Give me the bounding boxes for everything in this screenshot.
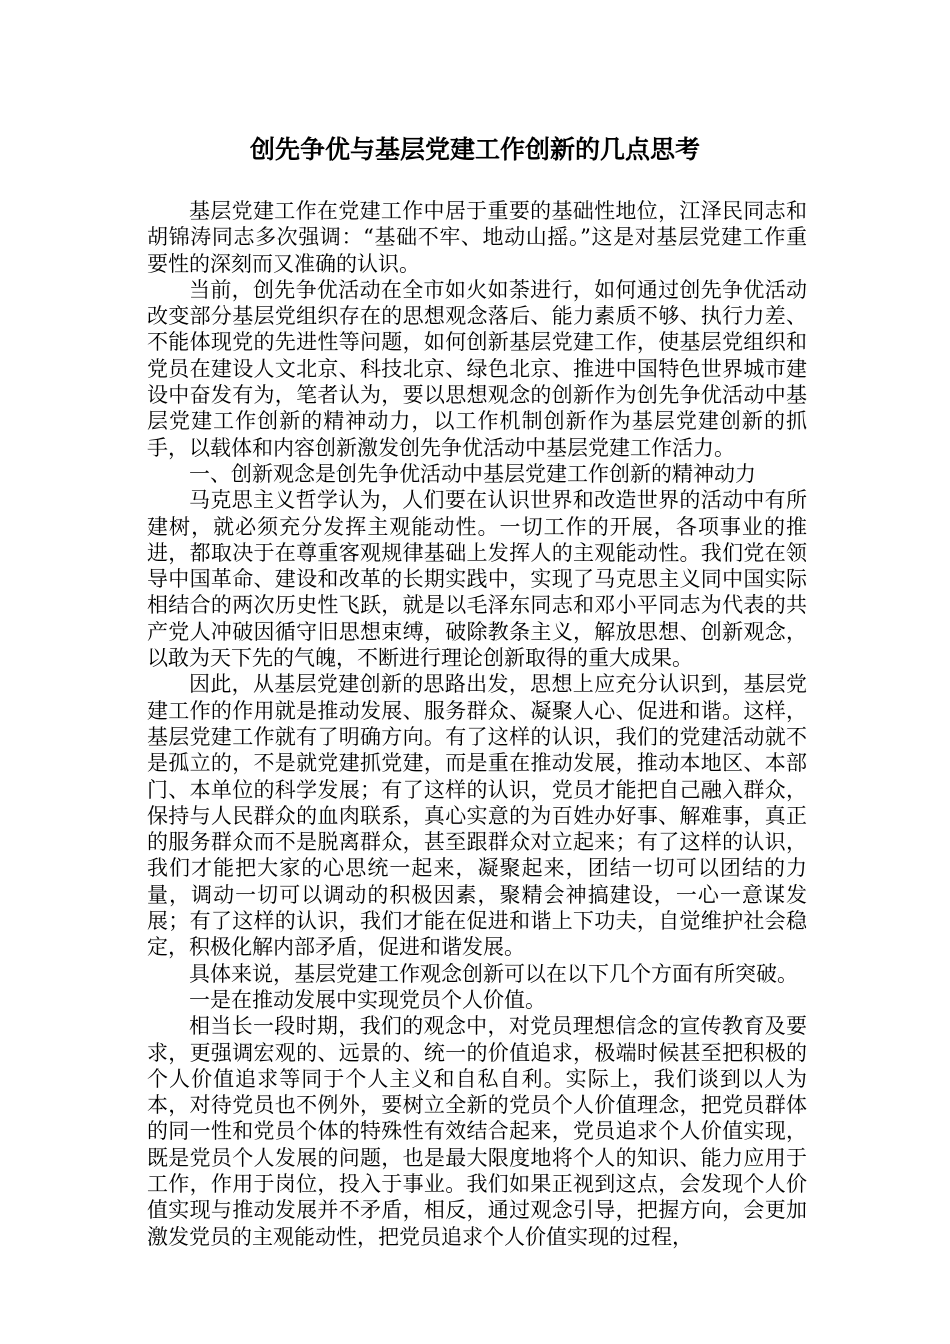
paragraph: 因此，从基层党建创新的思路出发，思想上应充分认识到，基层党建工作的作用就是推动发展、服务群众、凝聚人心、促进和谐。这样，基层党建工作就有了明确方向。有了这样的认识，我们的党建活动就不是孤立的，不是就党建抓党建，而是重在推动发展，推动本地区、本部门、本单位的科学发展；有了这样的认识，党员才能把自己融入群众，保持与人民群众的血肉联系，真心实意的为百姓办好事、解难事，真正的服务群众而不是脱离群众，甚至跟群众对立起来；有了这样的认识，我们才能把大家的心思统一起来，凝聚起来，团结一切可以团结的力量，调动一切可以调动的积极因素，聚精会神搞建设，一心一意谋发展；有了这样的认识，我们才能在促进和谐上下功夫，自觉维护社会稳定，积极化解内部矛盾，促进和谐发展。: [147, 672, 807, 960]
document-title: 创先争优与基层党建工作创新的几点思考: [249, 135, 700, 164]
paragraph: 相当长一段时期，我们的观念中，对党员理想信念的宣传教育及要求，更强调宏观的、远景的、统一的价值追求，极端时候甚至把积极的个人价值追求等同于个人主义和自私自利。实际上，我们谈到以人为本，对待党员也不例外，要树立全新的党员个人价值理念，把党员群体的同一性和党员个体的特殊性有效结合起来，党员追求个人价值实现，既是党员个人发展的问题，也是最大限度地将个人的知识、能力应用于工作，作用于岗位，投入于事业。我们如果正视到这点，会发现个人价值实现与推动发展并不矛盾，相反，通过观念引导，把握方向，会更加激发党员的主观能动性，把党员追求个人价值实现的过程，: [147, 1014, 807, 1249]
paragraph: 基层党建工作在党建工作中居于重要的基础性地位，江泽民同志和胡锦涛同志多次强调：“基础不牢、地动山摇。”这是对基层党建工作重要性的深刻而又准确的认识。: [147, 199, 807, 276]
paragraph: 马克思主义哲学认为，人们要在认识世界和改造世界的活动中有所建树，就必须充分发挥主观能动性。一切工作的开展，各项事业的推进，都取决于在尊重客观规律基础上发挥人的主观能动性。我们党在领导中国革命、建设和改革的长期实践中，实现了马克思主义同中国实际相结合的两次历史性飞跃，就是以毛泽东同志和邓小平同志为代表的共产党人冲破因循守旧思想束缚，破除教条主义，解放思想、创新观念，以敢为天下先的气魄，不断进行理论创新取得的重大成果。: [147, 488, 807, 671]
paragraph: 具体来说，基层党建工作观念创新可以在以下几个方面有所突破。: [189, 961, 798, 986]
document-body: [147, 198, 807, 1250]
section-heading: 一、创新观念是创先争优活动中基层党建工作创新的精神动力: [189, 461, 756, 486]
subsection-heading: 一是在推动发展中实现党员个人价值。: [189, 987, 546, 1012]
paragraph: 当前，创先争优活动在全市如火如荼进行，如何通过创先争优活动改变部分基层党组织存在的思想观念落后、能力素质不够、执行力差、不能体现党的先进性等问题，如何创新基层党建工作，使基层党组织和党员在建设人文北京、科技北京、绿色北京、推进中国特色世界城市建设中奋发有为，笔者认为，要以思想观念的创新作为创先争优活动中基层党建工作创新的精神动力，以工作机制创新作为基层党建创新的抓手，以载体和内容创新激发创先争优活动中基层党建工作活力。: [147, 277, 807, 460]
